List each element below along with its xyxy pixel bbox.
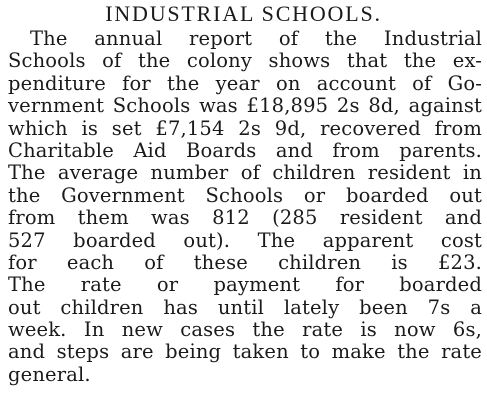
body-line: and steps are being taken to make the rate	[8, 340, 482, 364]
body-line: Charitable Aid Boards and from parents.	[8, 138, 482, 162]
article-body	[8, 28, 482, 386]
body-line: 527 boarded out). The apparent cost	[8, 228, 482, 252]
body-line: week. In new cases the rate is now 6s,	[8, 318, 482, 342]
body-line: The annual report of the Industrial	[30, 27, 482, 50]
body-line: general.	[8, 362, 91, 386]
body-line: The average number of children resident in	[8, 161, 482, 185]
body-line: for each of these children is £23.	[8, 250, 482, 274]
body-line: vernment Schools was £18,895 2s 8d, against	[8, 94, 482, 118]
body-line: from them was 812 (285 resident and	[8, 206, 482, 230]
article-headline: INDUSTRIAL SCHOOLS.	[105, 1, 382, 26]
body-line: out children has until lately been 7s a	[8, 295, 482, 319]
body-line: The rate or payment for boarded	[8, 273, 482, 297]
body-line: which is set £7,154 2s 9d, recovered from	[8, 116, 482, 140]
body-line: the Government Schools or boarded out	[8, 183, 482, 207]
body-line: penditure for the year on account of Go-	[8, 71, 482, 95]
body-line: Schools of the colony shows that the ex-	[8, 49, 482, 73]
